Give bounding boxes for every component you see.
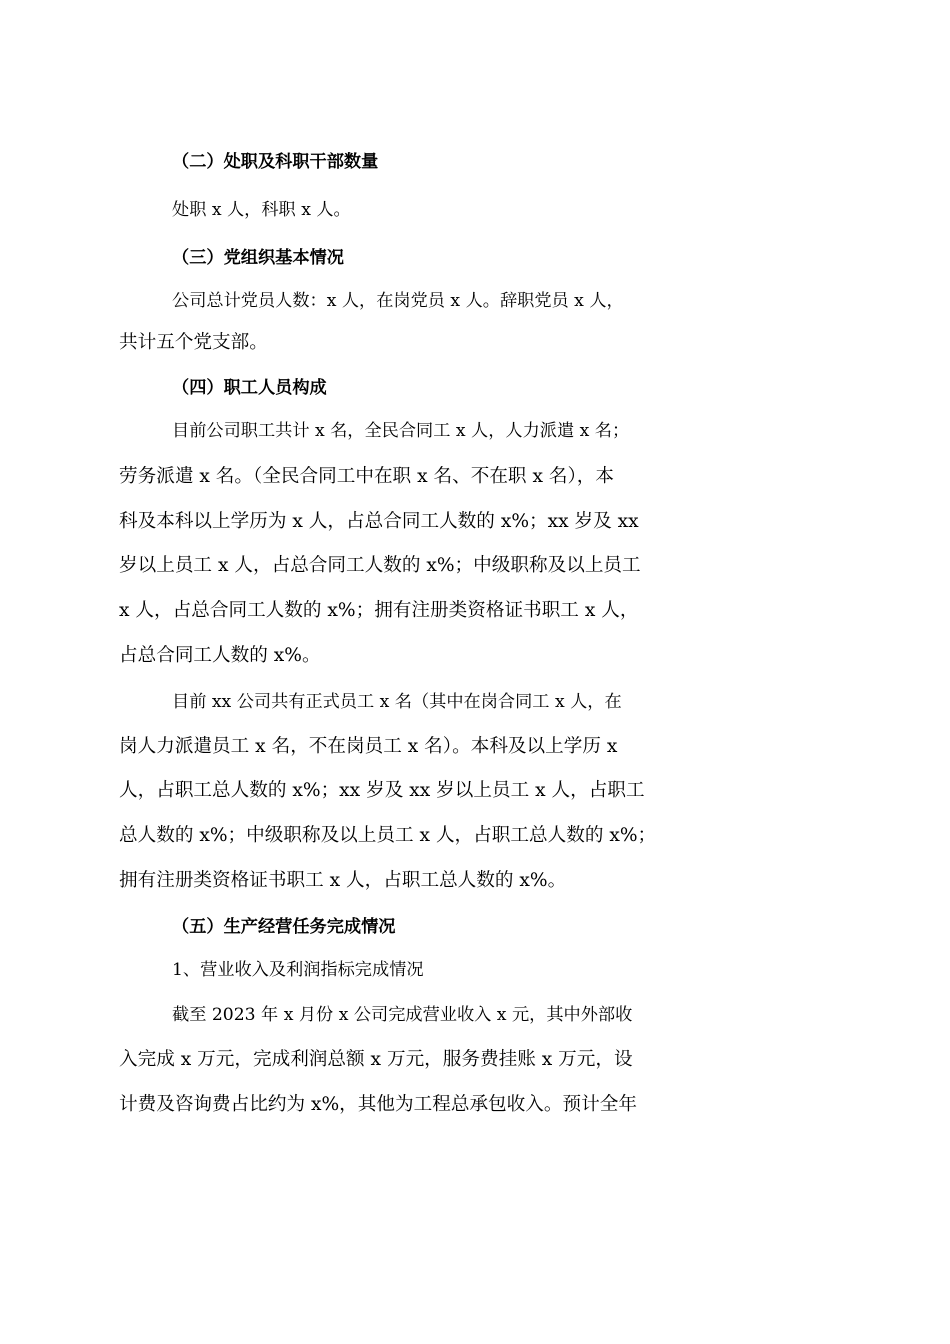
paragraph-line: 处职 x 人，科职 x 人。 — [172, 200, 351, 220]
section-heading-2: （二）处职及科职干部数量 — [172, 152, 379, 172]
paragraph-line: 岁以上员工 x 人，占总合同工人数的 x%；中级职称及以上员工 — [119, 555, 641, 576]
paragraph-line: 劳务派遣 x 名。（全民合同工中在职 x 名、不在职 x 名），本 — [119, 466, 614, 487]
subsection-heading: 1、营业收入及利润指标完成情况 — [172, 960, 424, 980]
section-heading-5: （五）生产经营任务完成情况 — [172, 917, 396, 937]
paragraph-line: 总人数的 x%；中级职称及以上员工 x 人，占职工总人数的 x%； — [119, 825, 657, 846]
paragraph-line: 岗人力派遣员工 x 名，不在岗员工 x 名）。本科及以上学历 x — [119, 736, 618, 757]
paragraph-line: 目前 xx 公司共有正式员工 x 名（其中在岗合同工 x 人，在 — [172, 692, 622, 712]
paragraph-line: 目前公司职工共计 x 名，全民合同工 x 人，人力派遣 x 名； — [172, 421, 630, 441]
paragraph-line: 占总合同工人数的 x%。 — [119, 645, 321, 666]
paragraph-line: 共计五个党支部。 — [119, 332, 268, 353]
paragraph-line: x 人，占总合同工人数的 x%；拥有注册类资格证书职工 x 人， — [119, 600, 639, 621]
paragraph-line: 入完成 x 万元，完成利润总额 x 万元，服务费挂账 x 万元，设 — [119, 1049, 633, 1070]
paragraph-line: 计费及咨询费占比约为 x%，其他为工程总承包收入。预计全年 — [119, 1094, 637, 1115]
paragraph-line: 科及本科以上学历为 x 人，占总合同工人数的 x%；xx 岁及 xx — [119, 511, 639, 532]
section-heading-4: （四）职工人员构成 — [172, 378, 327, 398]
paragraph-line: 拥有注册类资格证书职工 x 人，占职工总人数的 x%。 — [119, 870, 567, 891]
section-heading-3: （三）党组织基本情况 — [172, 248, 344, 268]
paragraph-line: 公司总计党员人数：x 人，在岗党员 x 人。辞职党员 x 人， — [172, 291, 624, 311]
paragraph-line: 截至 2023 年 x 月份 x 公司完成营业收入 x 元，其中外部收 — [172, 1005, 633, 1025]
paragraph-line: 人，占职工总人数的 x%；xx 岁及 xx 岁以上员工 x 人，占职工 — [119, 780, 645, 801]
